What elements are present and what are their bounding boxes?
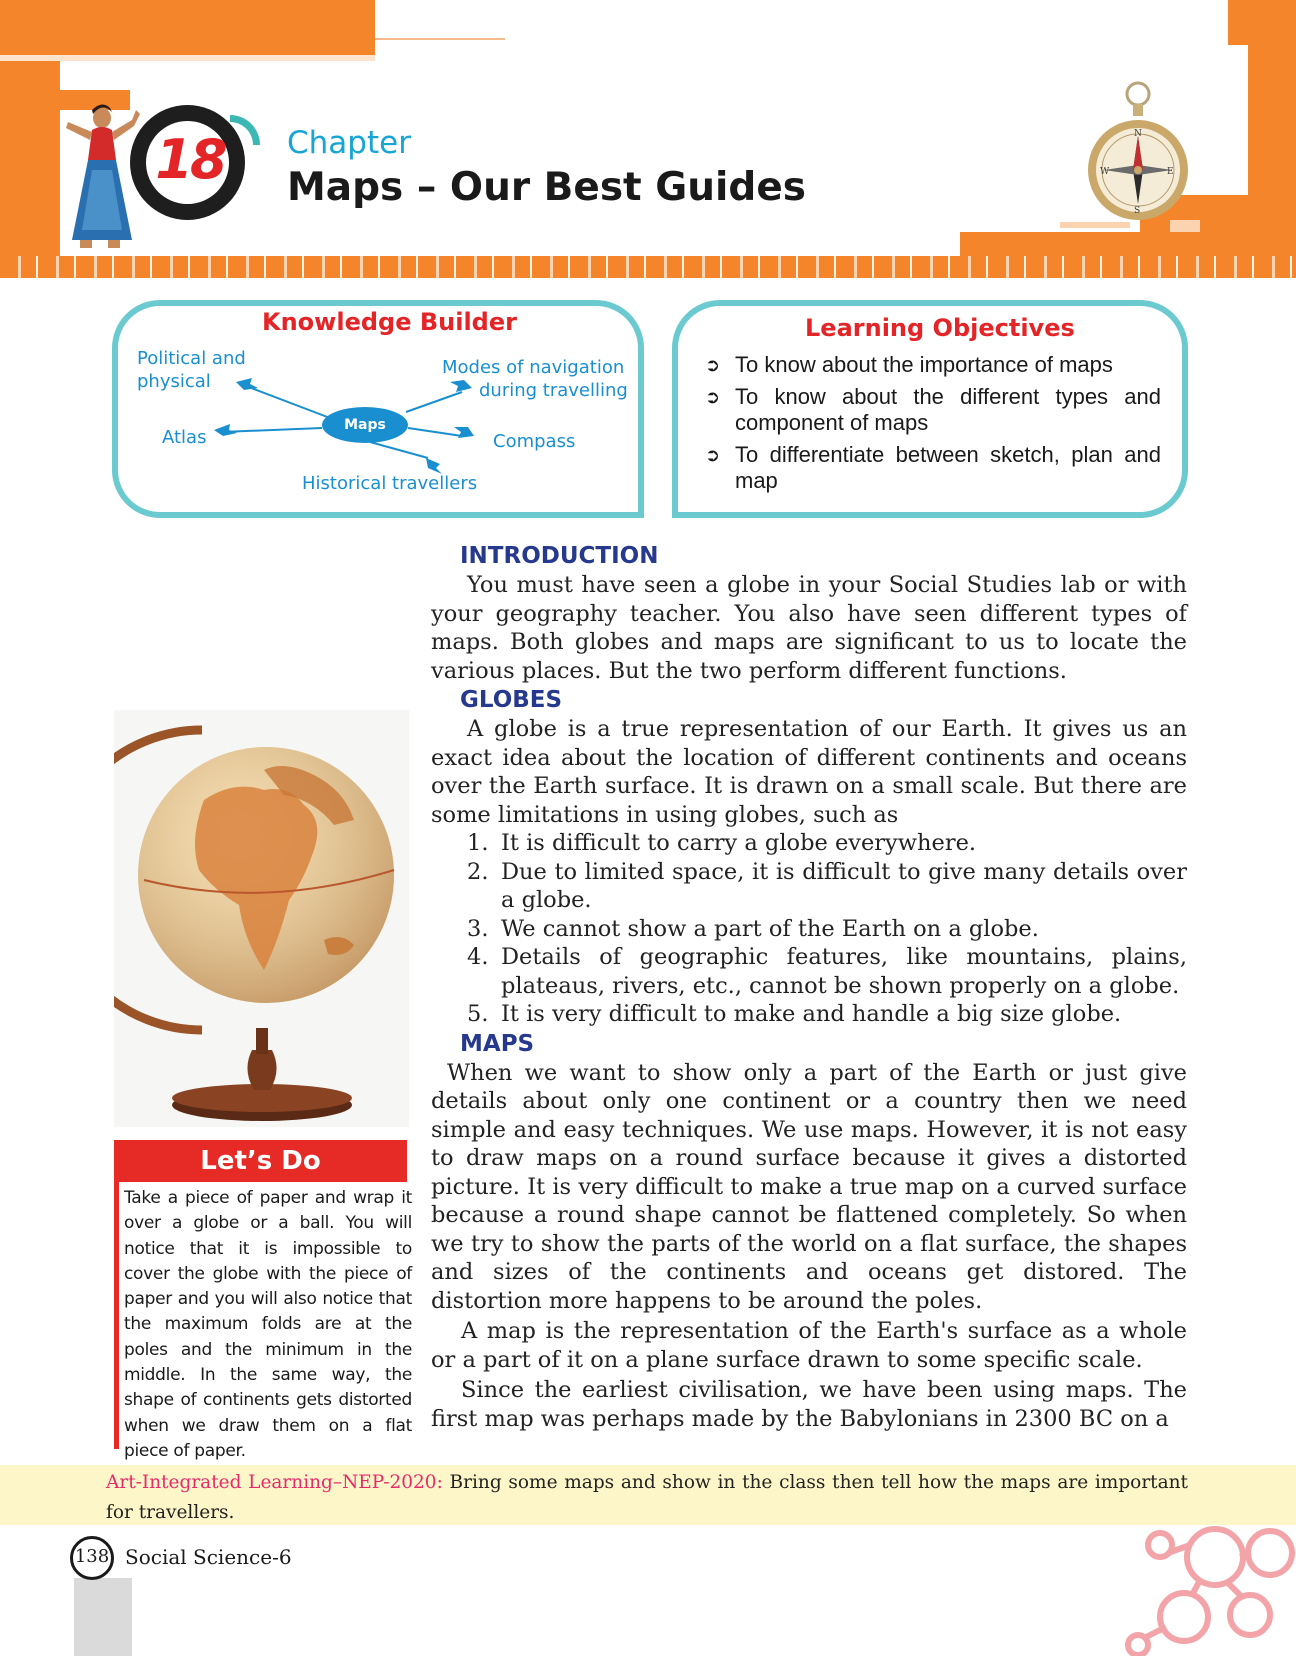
compass-letter-e: E: [1167, 167, 1174, 177]
globe-illustration: [114, 710, 409, 1127]
art-integrated-text: Bring some maps and show in the class then tell how the maps are important for travellers.: [106, 1472, 1188, 1523]
limitation-item: [467, 858, 1187, 915]
compass-icon: [1083, 80, 1193, 240]
art-integrated-note: [106, 1468, 1188, 1528]
header-stripe: [1228, 0, 1248, 45]
objective-text: To differentiate between sketch, plan and map: [735, 442, 1161, 493]
globes-heading: GLOBES: [460, 687, 563, 713]
kb-node-modes-navigation: [442, 356, 628, 402]
knowledge-builder-title: Knowledge Builder: [262, 308, 517, 336]
limitation-item: [467, 915, 1187, 944]
limitation-text: Details of geographic features, like mountains, plains, plateaus, rivers, etc., cannot be shown properly on a globe.: [501, 944, 1187, 999]
chapter-title: Maps – Our Best Guides: [287, 165, 806, 210]
limitation-number: 4.: [467, 944, 489, 970]
lets-do-heading: Let’s Do: [114, 1140, 407, 1182]
hand-pointer-icon: [454, 427, 474, 438]
kb-node-line: physical: [137, 371, 211, 392]
kb-node-line: Modes of navigation: [442, 357, 625, 378]
objective-item: [705, 352, 1161, 378]
book-title: Social Science-6: [125, 1545, 292, 1569]
maps-heading: MAPS: [460, 1030, 535, 1057]
kb-node-line: Political and: [137, 348, 246, 369]
limitation-number: 2.: [467, 858, 489, 885]
globes-paragraph: A globe is a true representation of our Earth. It gives us an exact idea about the location of different continents and oceans over the Earth surface. It is drawn on a small scale. But there are some limitations in using globes, such as: [431, 716, 1187, 828]
chapter-number: 18: [155, 128, 225, 191]
kb-center-maps: Maps: [322, 407, 408, 443]
maps-paragraph: A map is the representation of the Earth's surface as a whole or a part of it on a plane surface drawn to some specific scale.: [431, 1318, 1187, 1373]
kb-node-historical-travellers: Historical travellers: [302, 473, 478, 494]
limitation-text: Due to limited space, it is difficult to give many details over a globe.: [501, 858, 1187, 913]
limitation-item: [467, 943, 1187, 1000]
kb-node-compass: Compass: [493, 431, 576, 452]
compass-letter-w: W: [1100, 167, 1110, 177]
page-tab: [74, 1578, 132, 1656]
objective-item: [705, 384, 1161, 436]
molecule-decoration: [1120, 1505, 1296, 1656]
globe-image: [114, 710, 409, 1127]
kb-node-atlas: Atlas: [162, 427, 207, 448]
limitation-number: 3.: [467, 915, 489, 942]
hand-pointer-icon: [214, 424, 237, 436]
compass-letter-s: S: [1134, 206, 1141, 216]
art-integrated-label: Art-Integrated Learning–NEP-2020:: [106, 1472, 443, 1493]
arrow-bullet-icon: ➲: [705, 355, 721, 375]
limitation-text: We cannot show a part of the Earth on a globe.: [501, 915, 1039, 942]
main-content: [431, 541, 1187, 1433]
kb-node-line: during travelling: [479, 380, 628, 401]
header-stripe: [1248, 0, 1296, 256]
maps-paragraph: When we want to show only a part of the Earth or just give details about only one continent or a country then we need simple and easy techniques. We use maps. However, it is not easy to draw maps on a round surface because it gives a distorted picture. It is very difficult to make a true map on a curved surface because a round shape cannot be flattened completely. So when we try to show the parts of the world on a flat surface, the shapes and sizes of the continents and oceans get distored. The distortion more happens to be around the poles.: [431, 1059, 1187, 1314]
learning-objectives-title: Learning Objectives: [805, 314, 1075, 342]
objective-item: [705, 442, 1161, 494]
introduction-heading: INTRODUCTION: [460, 543, 659, 569]
arrow-bullet-icon: ➲: [705, 445, 721, 465]
learning-objectives-list: [705, 352, 1161, 500]
chapter-label: Chapter: [287, 125, 411, 161]
kb-node-political-physical: [137, 347, 246, 393]
objective-text: To know about the importance of maps: [735, 352, 1113, 377]
lets-do-text: Take a piece of paper and wrap it over a globe or a ball. You will notice that it is impossible to cover the globe with the piece of paper and you will also notice that the maximum folds are at the poles and the minimum in the middle. In the same way, the shape of continents gets distorted when we draw them on a flat piece of paper.: [124, 1188, 412, 1461]
limitation-item: [467, 829, 1187, 858]
page-number: 138: [74, 1546, 110, 1567]
limitation-number: 5.: [467, 1001, 489, 1027]
limitation-item: [467, 1000, 1187, 1029]
limitation-text: It is very difficult to make and handle a big size globe.: [501, 1001, 1122, 1027]
introduction-paragraph: You must have seen a globe in your Social Studies lab or with your geography teacher. You also have seen different types of maps. Both globes and maps are significant to us to locate the various places. But the two perform different functions.: [431, 572, 1187, 684]
compass-letter-n: N: [1134, 129, 1142, 139]
maps-paragraph: Since the earliest civilisation, we have been using maps. The first map was perhaps made by the Babylonians in 2300 BC on a: [431, 1377, 1187, 1432]
arrow-bullet-icon: ➲: [705, 387, 721, 407]
lets-do-rule: [114, 1182, 119, 1449]
globe-limitations-list: [431, 829, 1187, 1029]
objective-text: To know about the different types and component of maps: [735, 384, 1161, 435]
limitation-number: 1.: [467, 830, 489, 856]
limitation-text: It is difficult to carry a globe everywhere.: [501, 830, 977, 856]
